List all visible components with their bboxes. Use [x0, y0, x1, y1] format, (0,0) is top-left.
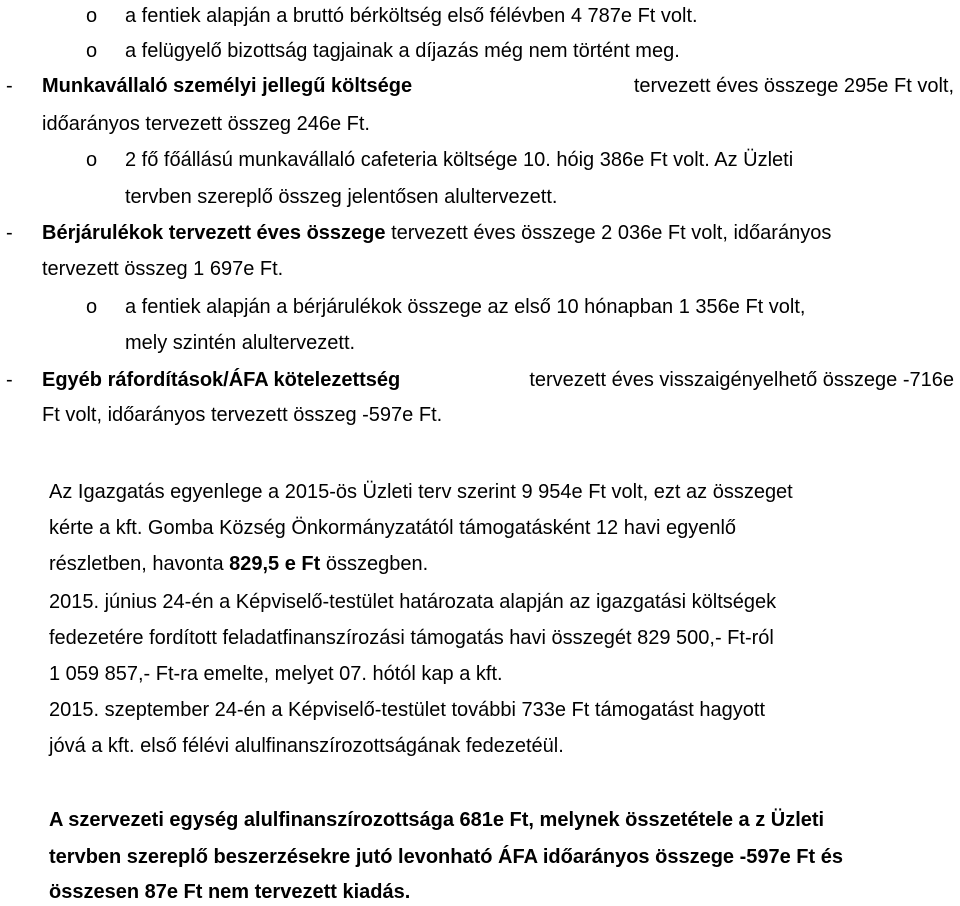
line-text: tervezett éves visszaigényelhető összege -716e — [529, 369, 954, 391]
paragraph-line: Az Igazgatás egyenlege a 2015-ös Üzleti terv szerint 9 954e Ft volt, ezt az összeget — [49, 481, 793, 503]
paragraph-line: 2 fő főállású munkavállaló cafeteria költsége 10. hóig 386e Ft volt. Az Üzleti — [125, 149, 794, 171]
conclusion-line: tervben szereplő beszerzésekre jutó levonható ÁFA időarányos összege -597e Ft és — [49, 846, 843, 868]
paragraph-line: a fentiek alapján a bruttó bérköltség első félévben 4 787e Ft volt. — [125, 5, 698, 27]
paragraph-line: kérte a kft. Gomba Község Önkormányzatától támogatásként 12 havi egyenlő — [49, 517, 737, 539]
paragraph-line: fedezetére fordított feladatfinanszírozási támogatás havi összegét 829 500,- Ft-ról — [49, 627, 774, 649]
conclusion-line: összesen 87e Ft nem tervezett kiadás. — [49, 881, 411, 903]
paragraph-line: 1 059 857,- Ft-ra emelte, melyet 07. hótól kap a kft. — [49, 663, 503, 685]
paragraph-line: tervezett összeg 1 697e Ft. — [42, 258, 284, 280]
paragraph-line: 2015. június 24-én a Képviselő-testület határozata alapján az igazgatási költségek — [49, 591, 777, 613]
paragraph-line: 2015. szeptember 24-én a Képviselő-testület további 733e Ft támogatást hagyott — [49, 699, 765, 721]
bullet-marker: o — [86, 40, 98, 62]
paragraph-line: jóvá a kft. első félévi alulfinanszírozottságának fedezetéül. — [49, 735, 564, 757]
paragraph-line: a fentiek alapján a bérjárulékok összege az első 10 hónapban 1 356e Ft volt, — [125, 296, 806, 318]
paragraph-line: időarányos tervezett összeg 246e Ft. — [42, 113, 370, 135]
bullet-marker: o — [86, 5, 98, 27]
bold-heading: Egyéb ráfordítások/ÁFA kötelezettség — [42, 369, 401, 391]
paragraph-line: tervben szereplő összeg jelentősen alultervezett. — [125, 186, 558, 208]
dash-marker: - — [6, 75, 13, 97]
paragraph-line — [49, 550, 428, 578]
paragraph-line: mely szintén alultervezett. — [125, 332, 356, 354]
bullet-marker: o — [86, 296, 98, 318]
bold-heading: Bérjárulékok tervezett éves összege — [42, 222, 386, 244]
line-text: összegben. — [325, 553, 429, 575]
dash-marker: - — [6, 369, 13, 391]
line-text: részletben, havonta — [49, 553, 224, 575]
line-text: tervezett éves összege 295e Ft volt, — [633, 75, 954, 97]
paragraph-line: a felügyelő bizottság tagjainak a díjazás még nem történt meg. — [125, 40, 680, 62]
bullet-marker: o — [86, 149, 98, 171]
paragraph-line — [42, 219, 831, 247]
dash-marker: - — [6, 222, 13, 244]
bold-heading: Munkavállaló személyi jellegű költsége — [42, 75, 413, 97]
line-text: tervezett éves összege 2 036e Ft volt, időarányos — [391, 222, 832, 244]
paragraph-line — [42, 366, 954, 394]
paragraph-line: Ft volt, időarányos tervezett összeg -597e Ft. — [42, 404, 443, 426]
bold-amount: 829,5 e Ft — [229, 553, 321, 575]
conclusion-line: A szervezeti egység alulfinanszírozottsága 681e Ft, melynek összetétele a z Üzleti — [49, 809, 825, 831]
paragraph-line — [42, 72, 954, 100]
